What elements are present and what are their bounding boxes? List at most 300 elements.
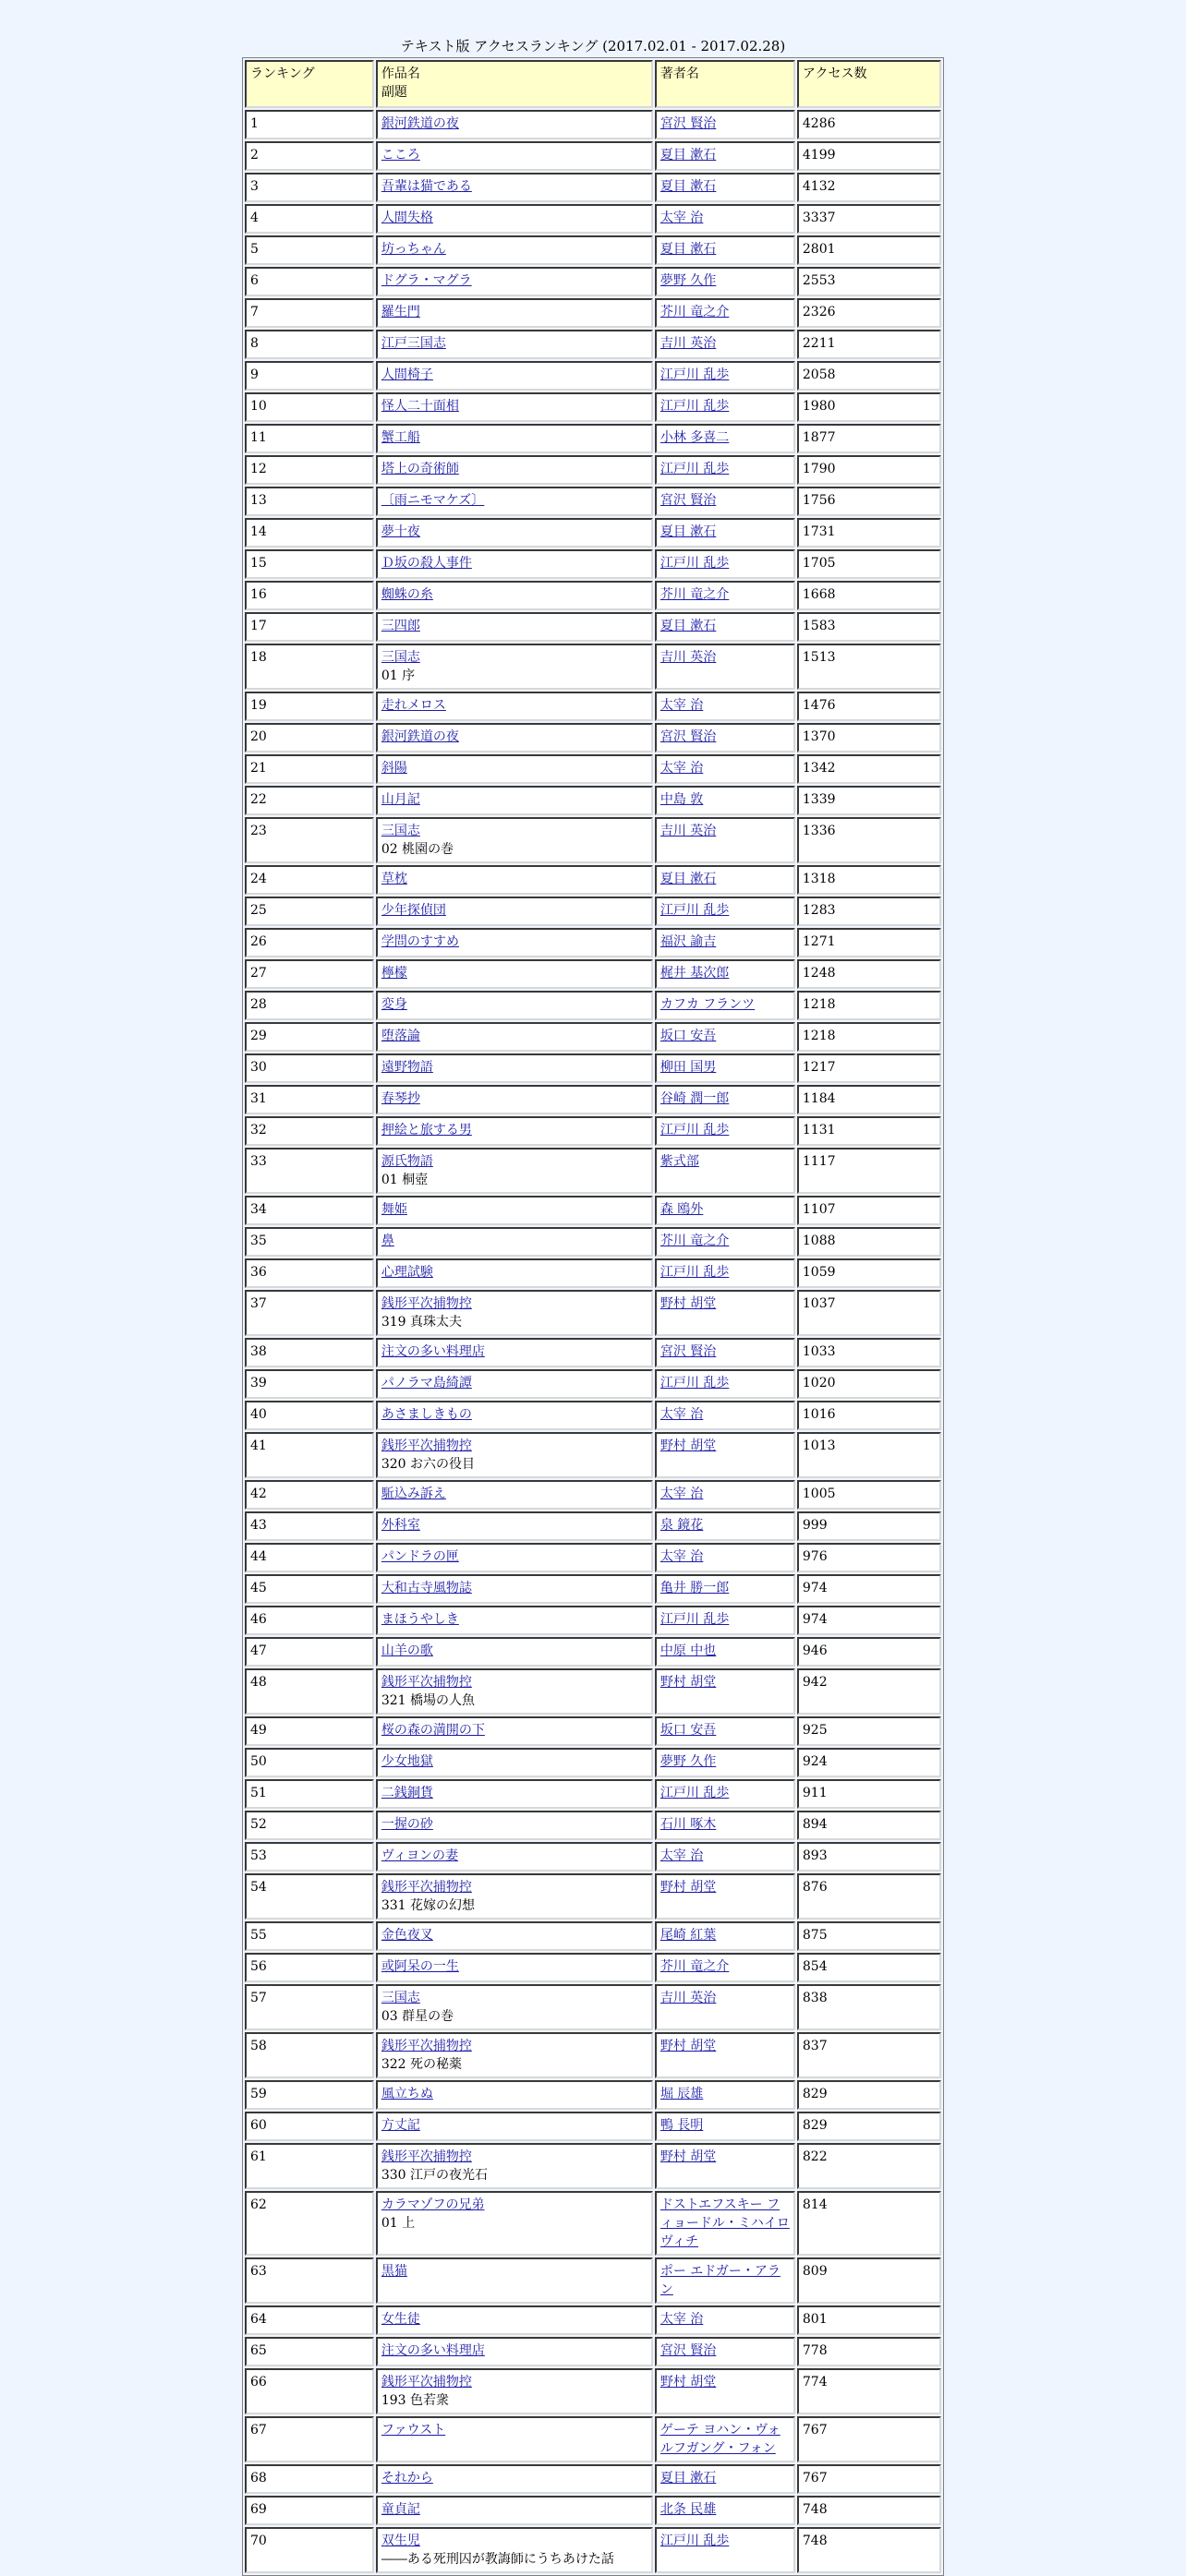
- rank-cell: 51: [245, 1779, 374, 1809]
- author-link[interactable]: 野村 胡堂: [660, 2149, 717, 2164]
- table-row: [245, 1606, 941, 1635]
- access-count-cell: 778: [797, 2337, 941, 2366]
- table-row: [245, 1779, 941, 1809]
- author-cell: [655, 1227, 795, 1257]
- author-cell: [655, 2464, 795, 2494]
- access-count-cell: 974: [797, 1606, 941, 1635]
- work-title-link[interactable]: あさましきもの: [381, 1407, 472, 1422]
- author-cell: [655, 1511, 795, 1541]
- rank-cell: 12: [245, 455, 374, 485]
- work-cell: [376, 2368, 653, 2414]
- author-cell: [655, 173, 795, 202]
- author-link[interactable]: 坂口 安吾: [660, 1723, 717, 1738]
- work-title-link[interactable]: 吾輩は猫である: [381, 179, 472, 194]
- work-title-link[interactable]: 変身: [381, 997, 407, 1012]
- work-title-link[interactable]: 心理試験: [381, 1265, 433, 1280]
- table-row: [245, 2257, 941, 2304]
- author-link[interactable]: 芥川 竜之介: [660, 1959, 730, 1974]
- access-count-cell: 809: [797, 2257, 941, 2304]
- work-cell: [376, 2191, 653, 2256]
- author-cell: [655, 1637, 795, 1667]
- table-row: [245, 1116, 941, 1146]
- rank-cell: 38: [245, 1338, 374, 1367]
- rank-cell: 39: [245, 1369, 374, 1399]
- rank-cell: 2: [245, 141, 374, 171]
- rank-cell: 11: [245, 424, 374, 453]
- author-link[interactable]: 宮沢 賢治: [660, 116, 717, 131]
- table-row: [245, 1022, 941, 1052]
- table-row: [245, 2527, 941, 2573]
- access-count-cell: 925: [797, 1716, 941, 1746]
- work-title-link[interactable]: 外科室: [381, 1518, 420, 1533]
- work-cell: [376, 1196, 653, 1225]
- author-cell: [655, 1779, 795, 1809]
- access-count-cell: 1370: [797, 723, 941, 752]
- work-cell: [376, 1716, 653, 1746]
- author-link[interactable]: 宮沢 賢治: [660, 1344, 717, 1359]
- author-link[interactable]: 宮沢 賢治: [660, 2343, 717, 2358]
- author-link[interactable]: 太宰 治: [660, 1549, 704, 1564]
- author-link[interactable]: 江戸川 乱歩: [660, 367, 730, 382]
- access-count-cell: 1476: [797, 692, 941, 721]
- rank-cell: 50: [245, 1748, 374, 1777]
- table-row: [245, 2368, 941, 2414]
- table-row: [245, 267, 941, 296]
- author-link[interactable]: 夏目 漱石: [660, 179, 717, 194]
- rank-cell: 23: [245, 817, 374, 863]
- work-title-link[interactable]: 銀河鉄道の夜: [381, 729, 459, 744]
- author-link[interactable]: 野村 胡堂: [660, 1675, 717, 1690]
- work-subtitle: 321 橋場の人魚: [381, 1693, 476, 1708]
- author-link[interactable]: ポー エドガー・アラン: [660, 2264, 781, 2297]
- access-count-cell: 2326: [797, 298, 941, 328]
- author-link[interactable]: 夏目 漱石: [660, 148, 717, 163]
- work-cell: [376, 1116, 653, 1146]
- work-title-link[interactable]: 押絵と旅する男: [381, 1123, 472, 1138]
- work-title-link[interactable]: 〔雨ニモマケズ〕: [381, 493, 485, 508]
- access-count-cell: 4132: [797, 173, 941, 202]
- work-title-link[interactable]: 銭形平次捕物控: [381, 1296, 472, 1311]
- author-link[interactable]: 太宰 治: [660, 761, 704, 776]
- author-link[interactable]: 石川 啄木: [660, 1817, 717, 1832]
- rank-cell: 32: [245, 1116, 374, 1146]
- rank-cell: 53: [245, 1842, 374, 1872]
- work-title-link[interactable]: 銭形平次捕物控: [381, 2039, 472, 2053]
- work-title-link[interactable]: 銭形平次捕物控: [381, 1675, 472, 1690]
- work-cell: [376, 1338, 653, 1367]
- work-title-link[interactable]: 堕落論: [381, 1029, 420, 1043]
- table-row: [245, 173, 941, 202]
- table-row: [245, 1842, 941, 1872]
- author-link[interactable]: 野村 胡堂: [660, 1438, 717, 1453]
- author-link[interactable]: 江戸川 乱歩: [660, 1376, 730, 1390]
- rank-cell: 49: [245, 1716, 374, 1746]
- work-title-link[interactable]: 坊っちゃん: [381, 242, 446, 257]
- work-title-link[interactable]: 三国志: [381, 650, 420, 665]
- author-cell: [655, 487, 795, 516]
- work-cell: [376, 1543, 653, 1572]
- work-cell: [376, 141, 653, 171]
- rank-cell: 55: [245, 1921, 374, 1951]
- work-title-link[interactable]: 春琴抄: [381, 1091, 420, 1106]
- work-cell: [376, 361, 653, 391]
- work-subtitle: 03 群星の巻: [381, 2009, 454, 2024]
- work-title-link[interactable]: それから: [381, 2471, 433, 2486]
- author-link[interactable]: 江戸川 乱歩: [660, 556, 730, 571]
- author-link[interactable]: 梶井 基次郎: [660, 966, 730, 981]
- rank-cell: 41: [245, 1432, 374, 1478]
- author-link[interactable]: 野村 胡堂: [660, 1296, 717, 1311]
- table-row: [245, 1085, 941, 1114]
- author-cell: [655, 2080, 795, 2110]
- author-link[interactable]: 亀井 勝一郎: [660, 1581, 730, 1595]
- work-title-link[interactable]: 斜陽: [381, 761, 407, 776]
- author-cell: [655, 865, 795, 895]
- work-title-link[interactable]: 金色夜叉: [381, 1928, 433, 1943]
- rank-cell: 36: [245, 1258, 374, 1288]
- work-title-link[interactable]: 方丈記: [381, 2118, 420, 2133]
- author-link[interactable]: 吉川 英治: [660, 336, 717, 351]
- author-link[interactable]: 芥川 竜之介: [660, 1234, 730, 1248]
- work-cell: [376, 330, 653, 359]
- work-title-link[interactable]: 或阿呆の一生: [381, 1959, 459, 1974]
- work-title-link[interactable]: 江戸三国志: [381, 336, 446, 351]
- work-title-link[interactable]: ドグラ・マグラ: [381, 273, 472, 288]
- author-link[interactable]: 北条 民雄: [660, 2502, 717, 2517]
- author-link[interactable]: 江戸川 乱歩: [660, 1612, 730, 1627]
- table-row: [245, 110, 941, 139]
- access-count-cell: 1059: [797, 1258, 941, 1288]
- work-title-link[interactable]: 鼻: [381, 1234, 394, 1248]
- author-cell: [655, 959, 795, 989]
- work-subtitle: 322 死の秘薬: [381, 2057, 463, 2072]
- table-row: [245, 612, 941, 642]
- rank-cell: 46: [245, 1606, 374, 1635]
- work-cell: [376, 1748, 653, 1777]
- author-cell: [655, 235, 795, 265]
- rank-cell: 1: [245, 110, 374, 139]
- work-cell: [376, 786, 653, 815]
- access-count-cell: 4199: [797, 141, 941, 171]
- author-link[interactable]: 鴨 長明: [660, 2118, 704, 2133]
- author-link[interactable]: 江戸川 乱歩: [660, 1786, 730, 1800]
- table-row: [245, 1668, 941, 1715]
- work-title-link[interactable]: 羅生門: [381, 305, 420, 319]
- work-title-link[interactable]: ヴィヨンの妻: [381, 1848, 459, 1863]
- ranking-container: [242, 37, 944, 2576]
- author-cell: [655, 1748, 795, 1777]
- author-cell: [655, 361, 795, 391]
- work-title-link[interactable]: 源氏物語: [381, 1154, 433, 1169]
- work-title-link[interactable]: 怪人二十面相: [381, 399, 459, 414]
- access-count-cell: 894: [797, 1811, 941, 1840]
- author-link[interactable]: 森 鴎外: [660, 1202, 704, 1217]
- access-count-cell: 1217: [797, 1053, 941, 1083]
- author-cell: [655, 612, 795, 642]
- ranking-table: [242, 57, 944, 2576]
- work-title-link[interactable]: 夢十夜: [381, 524, 420, 539]
- header-work-title: 作品名: [381, 66, 420, 81]
- work-title-link[interactable]: カラマゾフの兄弟: [381, 2197, 485, 2212]
- work-cell: [376, 518, 653, 548]
- author-link[interactable]: 江戸川 乱歩: [660, 2534, 730, 2548]
- author-link[interactable]: 太宰 治: [660, 1848, 704, 1863]
- access-count-cell: 1339: [797, 786, 941, 815]
- work-title-link[interactable]: 草枕: [381, 872, 407, 886]
- access-count-cell: 1271: [797, 928, 941, 957]
- author-link[interactable]: 太宰 治: [660, 1407, 704, 1422]
- author-cell: [655, 1053, 795, 1083]
- author-link[interactable]: 江戸川 乱歩: [660, 903, 730, 918]
- author-link[interactable]: 江戸川 乱歩: [660, 399, 730, 414]
- author-cell: [655, 1716, 795, 1746]
- work-title-link[interactable]: 銀河鉄道の夜: [381, 116, 459, 131]
- work-title-link[interactable]: 人間椅子: [381, 367, 433, 382]
- rank-cell: 33: [245, 1148, 374, 1194]
- work-cell: [376, 991, 653, 1020]
- table-row: [245, 424, 941, 453]
- author-link[interactable]: 太宰 治: [660, 1487, 704, 1501]
- author-link[interactable]: 夏目 漱石: [660, 242, 717, 257]
- work-title-link[interactable]: 二銭銅貨: [381, 1786, 433, 1800]
- author-cell: [655, 1606, 795, 1635]
- author-link[interactable]: 尾崎 紅葉: [660, 1928, 717, 1943]
- author-cell: [655, 2191, 795, 2256]
- author-link[interactable]: 宮沢 賢治: [660, 493, 717, 508]
- access-count-cell: 1790: [797, 455, 941, 485]
- author-cell: [655, 298, 795, 328]
- work-title-link[interactable]: 一握の砂: [381, 1817, 433, 1832]
- author-link[interactable]: 谷崎 潤一郎: [660, 1091, 730, 1106]
- work-title-link[interactable]: こころ: [381, 148, 420, 163]
- author-cell: [655, 786, 795, 815]
- work-title-link[interactable]: 銭形平次捕物控: [381, 1438, 472, 1453]
- table-row: [245, 1258, 941, 1288]
- rank-cell: 18: [245, 644, 374, 690]
- work-subtitle: 331 花嫁の幻想: [381, 1898, 476, 1913]
- author-link[interactable]: 吉川 英治: [660, 824, 717, 838]
- rank-cell: 64: [245, 2305, 374, 2335]
- work-title-link[interactable]: 舞姫: [381, 1202, 407, 1217]
- author-link[interactable]: カフカ フランツ: [660, 997, 756, 1012]
- author-link[interactable]: 坂口 安吾: [660, 1029, 717, 1043]
- author-link[interactable]: 紫式部: [660, 1154, 699, 1169]
- author-cell: [655, 723, 795, 752]
- work-title-link[interactable]: 少女地獄: [381, 1754, 433, 1769]
- access-count-cell: 2058: [797, 361, 941, 391]
- access-count-cell: 1016: [797, 1401, 941, 1430]
- author-link[interactable]: 福沢 諭吉: [660, 934, 717, 949]
- work-cell: [376, 424, 653, 453]
- author-link[interactable]: 堀 辰雄: [660, 2087, 704, 2101]
- work-title-link[interactable]: 三四郎: [381, 619, 420, 633]
- work-title-link[interactable]: 山月記: [381, 792, 420, 807]
- author-link[interactable]: 中島 敦: [660, 792, 704, 807]
- work-cell: [376, 1148, 653, 1194]
- author-link[interactable]: 野村 胡堂: [660, 2375, 717, 2389]
- work-cell: [376, 1432, 653, 1478]
- author-cell: [655, 267, 795, 296]
- author-cell: [655, 1480, 795, 1510]
- access-count-cell: 1117: [797, 1148, 941, 1194]
- table-row: [245, 298, 941, 328]
- rank-cell: 52: [245, 1811, 374, 1840]
- author-cell: [655, 2143, 795, 2189]
- author-cell: [655, 1921, 795, 1951]
- work-title-link[interactable]: 注文の多い料理店: [381, 1344, 485, 1359]
- table-row: [245, 2112, 941, 2141]
- author-link[interactable]: 吉川 英治: [660, 650, 717, 665]
- work-title-link[interactable]: 双生児: [381, 2534, 420, 2548]
- author-cell: [655, 2305, 795, 2335]
- rank-cell: 22: [245, 786, 374, 815]
- table-row: [245, 1369, 941, 1399]
- work-title-link[interactable]: 注文の多い料理店: [381, 2343, 485, 2358]
- table-row: [245, 455, 941, 485]
- work-title-link[interactable]: 遠野物語: [381, 1060, 433, 1075]
- work-title-link[interactable]: 女生徒: [381, 2312, 420, 2327]
- work-title-link[interactable]: ファウスト: [381, 2423, 446, 2438]
- table-row: [245, 817, 941, 863]
- access-count-cell: 1218: [797, 991, 941, 1020]
- author-link[interactable]: ゲーテ ヨハン・ヴォルフガング・フォン: [660, 2423, 781, 2456]
- author-cell: [655, 424, 795, 453]
- work-title-link[interactable]: パノラマ島綺譚: [381, 1376, 472, 1390]
- work-cell: [376, 1022, 653, 1052]
- work-title-link[interactable]: 山羊の歌: [381, 1643, 433, 1658]
- access-count-cell: 829: [797, 2112, 941, 2141]
- author-link[interactable]: 吉川 英治: [660, 1991, 717, 2005]
- work-cell: [376, 1053, 653, 1083]
- author-link[interactable]: 江戸川 乱歩: [660, 462, 730, 476]
- access-count-cell: 1342: [797, 754, 941, 784]
- work-title-link[interactable]: 三国志: [381, 1991, 420, 2005]
- work-title-link[interactable]: 人間失格: [381, 211, 433, 225]
- author-link[interactable]: 太宰 治: [660, 211, 704, 225]
- author-cell: [655, 455, 795, 485]
- table-row: [245, 897, 941, 926]
- rank-cell: 57: [245, 1984, 374, 2030]
- rank-cell: 45: [245, 1574, 374, 1604]
- author-link[interactable]: 夏目 漱石: [660, 872, 717, 886]
- rank-cell: 65: [245, 2337, 374, 2366]
- work-title-link[interactable]: 三国志: [381, 824, 420, 838]
- author-link[interactable]: 中原 中也: [660, 1643, 717, 1658]
- access-count-cell: 924: [797, 1748, 941, 1777]
- work-title-link[interactable]: まほうやしき: [381, 1612, 459, 1627]
- access-count-cell: 1131: [797, 1116, 941, 1146]
- author-cell: [655, 2496, 795, 2525]
- rank-cell: 8: [245, 330, 374, 359]
- author-link[interactable]: 小林 多喜二: [660, 430, 730, 445]
- work-title-link[interactable]: 桜の森の満開の下: [381, 1723, 485, 1738]
- table-row: [245, 1148, 941, 1194]
- author-link[interactable]: 江戸川 乱歩: [660, 1265, 730, 1280]
- access-count-cell: 1980: [797, 392, 941, 422]
- access-count-cell: 1731: [797, 518, 941, 548]
- table-row: [245, 1432, 941, 1478]
- rank-cell: 30: [245, 1053, 374, 1083]
- header-author: 著者名: [655, 60, 795, 108]
- access-count-cell: 837: [797, 2032, 941, 2078]
- rank-cell: 67: [245, 2416, 374, 2462]
- work-title-link[interactable]: 塔上の奇術師: [381, 462, 459, 476]
- author-link[interactable]: 夏目 漱石: [660, 2471, 717, 2486]
- work-title-link[interactable]: 走れメロス: [381, 698, 446, 713]
- author-link[interactable]: 夢野 久作: [660, 273, 717, 288]
- author-link[interactable]: 太宰 治: [660, 2312, 704, 2327]
- access-count-cell: 748: [797, 2527, 941, 2573]
- table-row: [245, 865, 941, 895]
- author-link[interactable]: 芥川 竜之介: [660, 305, 730, 319]
- table-row: [245, 1873, 941, 1920]
- access-count-cell: 1318: [797, 865, 941, 895]
- author-link[interactable]: 宮沢 賢治: [660, 729, 717, 744]
- author-link[interactable]: 泉 鏡花: [660, 1518, 704, 1533]
- author-link[interactable]: ドストエフスキー フィョードル・ミハイロヴィチ: [660, 2197, 790, 2249]
- table-row: [245, 1480, 941, 1510]
- work-title-link[interactable]: 学問のすすめ: [381, 934, 459, 949]
- work-cell: [376, 1227, 653, 1257]
- work-title-link[interactable]: 銭形平次捕物控: [381, 2149, 472, 2164]
- work-cell: [376, 2080, 653, 2110]
- table-row: [245, 2191, 941, 2256]
- author-cell: [655, 1842, 795, 1872]
- table-row: [245, 361, 941, 391]
- author-link[interactable]: 野村 胡堂: [660, 1880, 717, 1895]
- table-row: [245, 1543, 941, 1572]
- work-title-link[interactable]: 蟹工船: [381, 430, 420, 445]
- author-link[interactable]: 夏目 漱石: [660, 524, 717, 539]
- access-count-cell: 1107: [797, 1196, 941, 1225]
- work-cell: [376, 723, 653, 752]
- work-title-link[interactable]: 少年探偵団: [381, 903, 446, 918]
- work-title-link[interactable]: 檸檬: [381, 966, 407, 981]
- work-cell: [376, 267, 653, 296]
- work-cell: [376, 1779, 653, 1809]
- author-link[interactable]: 太宰 治: [660, 698, 704, 713]
- rank-cell: 62: [245, 2191, 374, 2256]
- work-title-link[interactable]: 黒猫: [381, 2264, 407, 2279]
- author-link[interactable]: 夢野 久作: [660, 1754, 717, 1769]
- work-cell: [376, 644, 653, 690]
- author-link[interactable]: 江戸川 乱歩: [660, 1123, 730, 1138]
- access-count-cell: 1248: [797, 959, 941, 989]
- author-link[interactable]: 芥川 竜之介: [660, 587, 730, 602]
- author-cell: [655, 897, 795, 926]
- table-row: [245, 1984, 941, 2030]
- work-cell: [376, 817, 653, 863]
- work-title-link[interactable]: 風立ちぬ: [381, 2087, 433, 2101]
- work-title-link[interactable]: 銭形平次捕物控: [381, 1880, 472, 1895]
- work-title-link[interactable]: 銭形平次捕物控: [381, 2375, 472, 2389]
- work-title-link[interactable]: 駈込み訴え: [381, 1487, 446, 1501]
- author-link[interactable]: 夏目 漱石: [660, 619, 717, 633]
- rank-cell: 56: [245, 1953, 374, 1982]
- work-title-link[interactable]: 大和古寺風物誌: [381, 1581, 472, 1595]
- work-title-link[interactable]: 蜘蛛の糸: [381, 587, 433, 602]
- rank-cell: 13: [245, 487, 374, 516]
- access-count-cell: 748: [797, 2496, 941, 2525]
- work-title-link[interactable]: Ｄ坂の殺人事件: [381, 556, 472, 571]
- author-link[interactable]: 野村 胡堂: [660, 2039, 717, 2053]
- author-link[interactable]: 柳田 国男: [660, 1060, 717, 1075]
- work-cell: [376, 1873, 653, 1920]
- work-title-link[interactable]: パンドラの匣: [381, 1549, 459, 1564]
- work-title-link[interactable]: 童貞記: [381, 2502, 420, 2517]
- table-row: [245, 754, 941, 784]
- rank-cell: 19: [245, 692, 374, 721]
